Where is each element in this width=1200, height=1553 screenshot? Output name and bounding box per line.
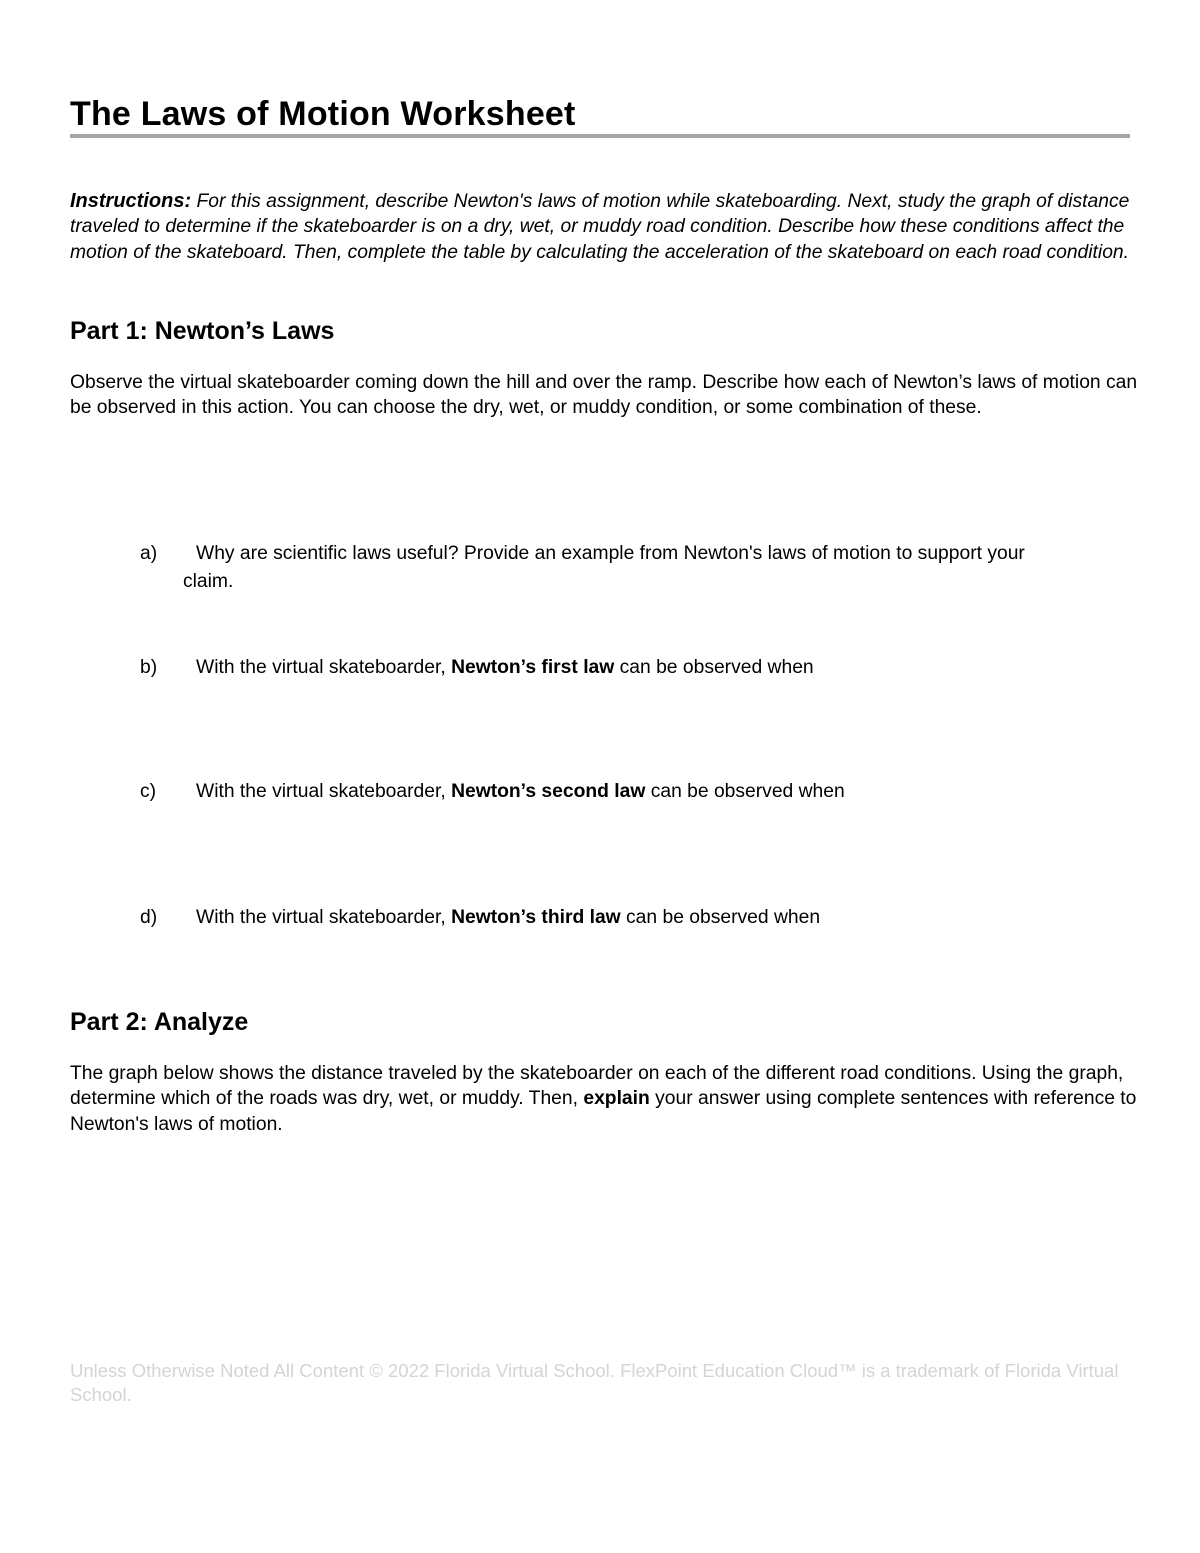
part1-heading: Part 1: Newton’s Laws [70,317,335,345]
title-divider [70,134,1130,138]
question-text-before: With the virtual skateboarder, [196,781,452,802]
question-a [140,540,1140,596]
question-text-before: With the virtual skateboarder, [196,907,452,928]
part1-intro: Observe the virtual skateboarder coming down the hill and over the ramp. Describe how each of Newton’s laws of motion can be observed in this action. You can choose the dry, wet, or muddy condition, or some combination of these. [70,372,1138,419]
question-text-before: With the virtual skateboarder, [196,657,452,678]
question-text-after: can be observed when [620,907,821,928]
copyright-footer: Unless Otherwise Noted All Content © 2022 Florida Virtual School. FlexPoint Education Cloud™ is a trademark of Florida Virtual School. [70,1360,1119,1405]
question-text: Why are scientific laws useful? Provide an example from Newton's laws of motion to support your [196,543,1025,564]
part2-text-after: your answer using complete sentences with reference to Newton's laws of motion. [70,1088,1137,1135]
part2-heading: Part 2: Analyze [70,1008,249,1036]
question-letter: a) [140,543,158,564]
question-letter: b) [140,657,158,678]
question-law-name: Newton’s third law [451,907,621,928]
part2-emphasis: explain [583,1088,650,1110]
page-title: The Laws of Motion Worksheet [70,95,576,133]
instructions-label: Instructions: [70,190,192,212]
question-b [140,654,1140,682]
question-letter: c) [140,781,157,802]
question-law-name: Newton’s first law [451,657,615,678]
question-letter: d) [140,907,158,928]
instructions-paragraph [70,189,1140,265]
question-law-name: Newton’s second law [451,781,646,802]
part2-paragraph [70,1061,1140,1137]
question-d [140,904,1140,932]
instructions-text: For this assignment, describe Newton's laws of motion while skateboarding. Next, study the graph of distance traveled to determine if the skateboarder is on a dry, wet, or muddy road condition. Describe how these conditions affect the motion of the skateboard. Then, complete the table by calculating the acceleration of the skateboard on each road condition. [70,191,1130,263]
part2-text-before: The graph below shows the distance traveled by the skateboarder on each of the different road conditions. Using the graph, determine which of the roads was dry, wet, or muddy. Then, [70,1063,1124,1110]
question-c [140,778,1140,806]
question-text-continuation: claim. [183,571,234,592]
question-text-after: can be observed when [645,781,845,802]
question-text-after: can be observed when [614,657,814,678]
